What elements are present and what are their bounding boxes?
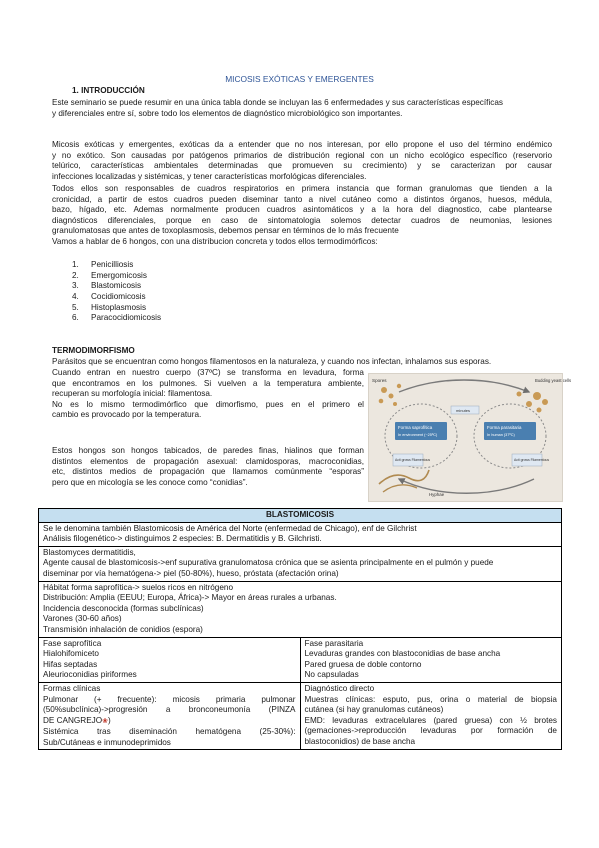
text-line: Se le denomina también Blastomicosis de América del Norte (enfermedad de Chicago), enf de Gilchrist: [43, 523, 417, 533]
list-item: [72, 281, 161, 292]
text-line: Muestras clínicas: esputo, pus, orina o material de biopsia: [304, 694, 557, 704]
text-line: diagnósticos diferenciales, porque en caso de sintomatologia solemos detectar cuadros de neumonias, lesiones: [52, 215, 552, 225]
text-line: Hialohifomiceto: [43, 649, 99, 659]
list-number: 5.: [72, 302, 79, 312]
hyphae-label: Hyphae: [429, 492, 445, 497]
grows-label-right: Acti grows Filamentous: [514, 458, 550, 462]
text-line: Formas clínicas: [43, 683, 101, 693]
table-row: [39, 522, 562, 546]
text-line: Blastomyces dermatitidis,: [43, 547, 136, 557]
table-cell: [39, 581, 562, 637]
table-cell: [39, 522, 562, 546]
list-item: [72, 271, 161, 282]
list-number: 2.: [72, 270, 79, 280]
table-row: [39, 546, 562, 581]
text-line: Todos ellos son responsables de cuadros respiratorios en primera instancia que forman granulomas que tienden a la: [52, 184, 552, 193]
intro-paragraph-1: [52, 98, 552, 119]
crab-icon: ❀: [102, 717, 109, 725]
list-number: 3.: [72, 281, 79, 291]
in-human-label: In human (37ºC): [487, 433, 515, 437]
list-label: Emergomicosis: [91, 270, 147, 280]
list-item: [72, 260, 161, 271]
budding-label: Budding yeast cells: [535, 378, 572, 383]
text-line: Estos hongos son hongos tabicados, de paredes finas, hialinos que forman: [52, 446, 364, 455]
text-line: Aleurioconidias piriformes: [43, 670, 137, 680]
list-item: [72, 292, 161, 303]
text-line: Pared gruesa de doble contorno: [304, 659, 422, 669]
text-line: Vamos a hablar de 6 hongos, con una distribucion concreta y todos ellos termodimórficos:: [52, 236, 378, 246]
text-line: [43, 716, 296, 728]
blastomicosis-table: [38, 508, 562, 750]
list-number: 1.: [72, 260, 79, 269]
dimorphism-figure: [368, 373, 572, 502]
text-line: pero que en micología se les conoce como “conidias”.: [52, 477, 248, 487]
text-span: DE CANGREJO: [43, 715, 103, 725]
text-line: infecciones localizadas y sistémicas, y tener características morfológicas diferenciales.: [52, 171, 367, 181]
list-label: Cocidiomicosis: [91, 292, 146, 302]
text-line: diseminar por vía hematógena-> piel (50-80%), hueso, próstata (afectación orina): [43, 568, 339, 578]
text-line: Agente causal de blastomicosis->enf supurativa granulomatosa crónica que se asienta principalmente en el pulmón y puede: [43, 558, 494, 568]
text-line: recuperan su morfología inicial: filamentosa.: [52, 389, 213, 399]
text-line: cambio es provocado por la temperatura.: [52, 410, 202, 420]
text-line: (gemaciones->reproducción levaduras por formación de: [304, 726, 557, 736]
text-line: Diagnóstico directo: [304, 683, 375, 693]
text-line: (50%subclínica)->progresión a bronconeumonía (PINZA: [43, 705, 296, 715]
text-line: Hifas septadas: [43, 659, 98, 669]
text-line: No es lo mismo termodimórfico que dimorfismo, pues en el primero el: [52, 399, 364, 409]
text-line: y no exótico. Son causadas por patógenos primarios de distribución regional con un nicho ecológico específico (reservorio: [52, 150, 552, 160]
dimorphism-diagram: [369, 374, 572, 501]
text-line: Transmisión inhalación de conidios (espora): [43, 624, 203, 634]
in-environment-label: In environment (~25ºC): [398, 433, 438, 437]
text-line: Micosis exóticas y emergentes, exóticas da a entender que no nos interesan, por ello propone el uso del término endémico: [52, 140, 552, 149]
hyphae-strand: [383, 485, 417, 492]
grows-label-left: Acti grows Filamentous: [395, 458, 431, 462]
text-line: que encontramos en los pulmones. Si vuelven a la temperatura ambiente,: [52, 378, 364, 388]
text-line: Distribución: Amplia (EEUU; Europa, África)-> Mayor en áreas rurales a urbanas.: [43, 593, 337, 603]
text-span: ): [108, 715, 111, 725]
text-line: Este seminario se puede resumir en una única tabla donde se incluyan las 6 enfermedades y sus características específicas: [52, 98, 504, 107]
section-heading-introduccion: 1. INTRODUCCIÓN: [72, 86, 145, 95]
intro-paragraph-3: [52, 184, 552, 248]
yeast-cluster: [517, 392, 549, 413]
text-line: telúrico, características ambientales determinadas que promueven su crecimiento) y se caracterizan por causar: [52, 161, 552, 171]
spores-label: Spores: [372, 378, 387, 383]
text-line: Análisis filogenético-> distinguimos 2 especies: B. Dermatitidis y B. Gilchristi.: [43, 534, 322, 544]
cycle-arrow-top: [399, 380, 529, 392]
table-cell-parasitic: [300, 637, 562, 682]
text-line: blastoconidios) de base ancha: [304, 736, 416, 746]
table-row: [39, 581, 562, 637]
text-line: Fase saprofítica: [43, 638, 102, 648]
parasitic-label: Forma parasitaria: [487, 425, 522, 430]
table-cell-direct-diagnosis: [300, 682, 562, 750]
text-line: granulomatosas que antes de toxoplasmosis, debemos pensar en términos de lo más frecuente: [52, 226, 399, 236]
section-heading-termodimorfismo: TERMODIMORFISMO: [52, 346, 135, 355]
list-label: Penicilliosis: [91, 260, 134, 269]
text-line: Sub/Cutáneas e inmunodeprimidos: [43, 737, 171, 747]
table-heading: BLASTOMICOSIS: [39, 509, 562, 523]
termo-paragraph-1: Parásitos que se encuentran como hongos filamentosos en la naturaleza, y cuando nos infectan, inhalamos sus esporas.: [52, 357, 492, 366]
text-line: Cuando entran en nuestro cuerpo (37ºC) se transforma en levadura, forma: [52, 368, 364, 377]
text-line: Incidencia desconocida (formas subclínicas): [43, 603, 204, 613]
saprophytic-label: Forma saprofítica: [398, 425, 433, 430]
table-row: [39, 682, 562, 750]
text-line: Hábitat forma saprofítica-> suelos ricos en nitrógeno: [43, 582, 233, 592]
text-line: cronicidad, a partir de estos cuadros pueden diseminar tanto a nivel cutáneo como a distintos órganos, huesos, médula,: [52, 194, 552, 204]
list-item: [72, 313, 161, 324]
intro-paragraph-2: [52, 140, 552, 182]
list-label: Blastomicosis: [91, 281, 142, 291]
text-line: cutánea (si hay granulomas cutáneos): [304, 705, 444, 715]
text-line: etc, distintos medios de propagación que llamamos comúnmente “esporas”: [52, 467, 364, 477]
text-line: Fase parasitaria: [304, 638, 364, 648]
termo-paragraph-3: [52, 446, 364, 488]
text-line: Varones (30-60 años): [43, 614, 122, 624]
fungi-list: [72, 260, 161, 324]
text-line: Pulmonar (+ frecuente): micosis primaria pulmonar: [43, 694, 296, 704]
list-number: 4.: [72, 292, 79, 302]
table-cell: [39, 546, 562, 581]
termo-paragraph-2: [52, 368, 364, 421]
text-line: bazo, hígado, etc. Ademas normalmente producen cuadros asintomáticos y a la hora del diagnostico, cabe plantearse: [52, 205, 552, 215]
list-number: 6.: [72, 313, 79, 323]
table-row: [39, 637, 562, 682]
table-cell-clinical-forms: [39, 682, 301, 750]
text-line: y diferenciales entre sí, sobre todo los elementos de diagnóstico microbiológico son importantes.: [52, 108, 403, 118]
minutes-label: minutes: [456, 408, 471, 413]
list-label: Histoplasmosis: [91, 302, 147, 312]
list-item: [72, 303, 161, 314]
list-label: Paracocidiomicosis: [91, 313, 162, 323]
spores-cluster: [379, 384, 402, 406]
table-cell-saprophytic: [39, 637, 301, 682]
text-line: distintos elementos de propagación asexual: clamidosporas, macroconidias,: [52, 456, 364, 466]
text-line: EMD: levaduras extracelulares (pared gruesa) con ½ brotes: [304, 715, 557, 725]
text-line: Sistémica tras diseminación hematógena (25-30%):: [43, 727, 296, 737]
text-line: Levaduras grandes con blastoconidias de base ancha: [304, 649, 501, 659]
document-title: MICOSIS EXÓTICAS Y EMERGENTES: [225, 74, 374, 84]
text-line: No capsuladas: [304, 670, 359, 680]
